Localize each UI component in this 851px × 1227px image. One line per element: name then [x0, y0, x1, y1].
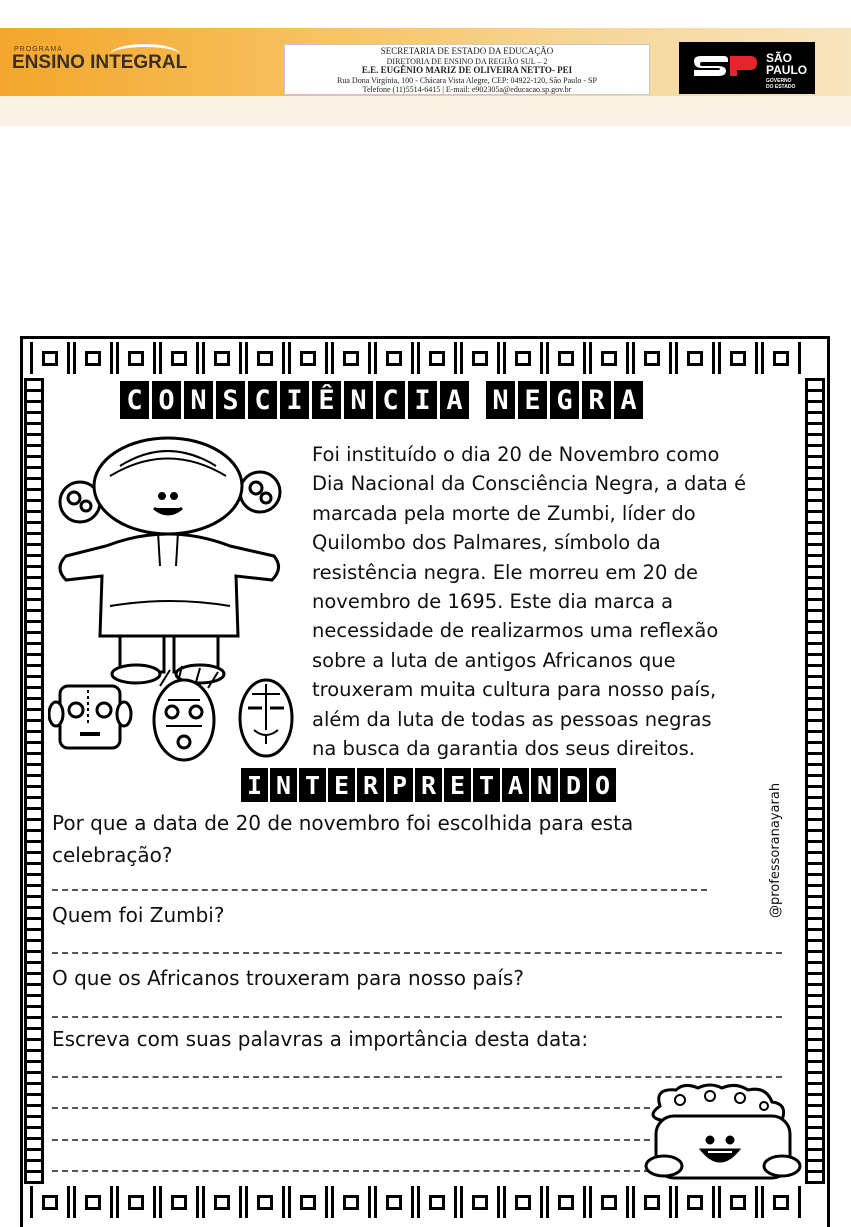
border-cell: [73, 1186, 113, 1218]
border-cell: [245, 342, 285, 374]
section-letter-tile: R: [415, 768, 442, 802]
title-letter-tile: R: [582, 381, 611, 419]
border-cell: [30, 342, 70, 374]
header-banner-shadow: [0, 96, 851, 126]
border-cell: [202, 342, 242, 374]
answer-line-4a[interactable]: [52, 1076, 782, 1078]
title-letter-tile: C: [376, 381, 405, 419]
paragraph-line: resistência negra. Ele morreu em 20 de: [312, 560, 698, 584]
border-cell: [589, 1186, 629, 1218]
paragraph-line: necessidade de realizarmos uma reflexão: [312, 619, 719, 643]
border-cell: [159, 342, 199, 374]
sp-name: [766, 52, 807, 76]
answer-line-2[interactable]: [52, 952, 782, 954]
border-cell: [202, 1186, 242, 1218]
border-cell: [718, 1186, 758, 1218]
title-letter-tile: O: [152, 381, 181, 419]
border-cell: [245, 1186, 285, 1218]
border-square: [85, 351, 101, 366]
border-square: [644, 351, 660, 366]
border-cell: [546, 1186, 586, 1218]
section-letter-tile: I: [241, 768, 268, 802]
title-letter-tile: G: [550, 381, 579, 419]
sp-subtitle: [766, 78, 795, 90]
diretoria-line: DIRETORIA DE ENSINO DA REGIÃO SUL – 2: [386, 56, 548, 66]
border-cell: [417, 1186, 457, 1218]
paragraph-line: além da luta de todas as pessoas negras: [312, 707, 712, 731]
paragraph-line: trouxeram muita cultura para nosso país,: [312, 678, 717, 702]
border-cell: [503, 342, 543, 374]
title-letter-tile: C: [120, 381, 149, 419]
border-square: [171, 351, 187, 366]
answer-line-1[interactable]: [52, 889, 707, 891]
section-letter-tile: P: [386, 768, 413, 802]
border-cell: [460, 342, 500, 374]
border-square: [42, 351, 58, 366]
author-credit: @professoranayarah: [768, 782, 783, 918]
border-square: [558, 351, 574, 366]
border-square: [42, 1195, 58, 1210]
question-1-line-2: celebração?: [52, 843, 173, 867]
border-cell: [288, 342, 328, 374]
program-logo-swoosh: [110, 44, 180, 65]
border-square: [515, 351, 531, 366]
border-square: [343, 1195, 359, 1210]
border-cell: [374, 1186, 414, 1218]
border-square: [601, 351, 617, 366]
paragraph-line: novembro de 1695. Este dia marca a: [312, 590, 674, 614]
border-cell: [632, 342, 672, 374]
address-line: Rua Dona Virgínia, 100 - Chácara Vista Alegre, CEP: 04922-120, São Paulo - SP: [337, 75, 597, 85]
border-cell: [675, 1186, 715, 1218]
border-cell: [73, 342, 113, 374]
border-square: [171, 1195, 187, 1210]
sp-sub-line2: DO ESTADO: [766, 84, 796, 90]
border-square: [773, 1195, 789, 1210]
section-letter-tile: O: [589, 768, 616, 802]
border-square: [773, 351, 789, 366]
border-square: [730, 1195, 746, 1210]
border-square: [214, 1195, 230, 1210]
border-cell: [546, 342, 586, 374]
title-letter-tile: N: [486, 381, 515, 419]
top-border-strip: [30, 342, 801, 374]
border-cell: [761, 342, 801, 374]
answer-line-4c[interactable]: [52, 1139, 650, 1141]
school-info-box: [284, 44, 650, 95]
section-letter-tile: A: [502, 768, 529, 802]
sp-name-line1: SÃO: [766, 51, 793, 65]
border-square: [601, 1195, 617, 1210]
border-cell: [374, 342, 414, 374]
border-square: [730, 351, 746, 366]
border-square: [85, 1195, 101, 1210]
border-square: [128, 351, 144, 366]
question-2: Quem foi Zumbi?: [52, 903, 225, 927]
girl-illustration: [50, 436, 290, 686]
border-square: [386, 351, 402, 366]
border-cell: [116, 1186, 156, 1218]
answer-line-4d[interactable]: [52, 1170, 650, 1172]
right-border-strip: [805, 378, 825, 1184]
section-letter-tile: T: [299, 768, 326, 802]
border-cell: [503, 1186, 543, 1218]
title-word-gap: [472, 381, 486, 419]
african-masks-illustration: [48, 664, 300, 764]
border-cell: [761, 1186, 801, 1218]
border-cell: [460, 1186, 500, 1218]
border-cell: [30, 1186, 70, 1218]
question-4: Escreva com suas palavras a importância desta data:: [52, 1027, 589, 1051]
worksheet-title: [120, 381, 646, 419]
sp-logo-mark: [692, 55, 758, 77]
section-letter-tile: E: [444, 768, 471, 802]
border-square: [429, 1195, 445, 1210]
border-square: [472, 351, 488, 366]
paragraph-line: Foi instituído o dia 20 de Novembro como: [312, 443, 720, 466]
contact-line: Telefone (11)5514-6415 | E-mail: e902305a@educacao.sp.gov.br: [362, 85, 572, 94]
answer-line-3[interactable]: [52, 1016, 782, 1018]
title-letter-tile: Ê: [312, 381, 341, 419]
title-letter-tile: C: [248, 381, 277, 419]
border-square: [386, 1195, 402, 1210]
border-square: [300, 351, 316, 366]
left-border-strip: [24, 378, 44, 1184]
section-letter-tile: N: [531, 768, 558, 802]
title-letter-tile: N: [184, 381, 213, 419]
title-letter-tile: N: [344, 381, 373, 419]
border-square: [558, 1195, 574, 1210]
border-cell: [159, 1186, 199, 1218]
border-square: [128, 1195, 144, 1210]
section-letter-tile: E: [328, 768, 355, 802]
border-square: [257, 351, 273, 366]
border-cell: [331, 342, 371, 374]
program-small-label: PROGRAMA: [14, 46, 63, 53]
border-square: [472, 1195, 488, 1210]
border-square: [300, 1195, 316, 1210]
border-cell: [632, 1186, 672, 1218]
border-cell: [331, 1186, 371, 1218]
title-letter-tile: I: [280, 381, 309, 419]
paragraph-line: na busca da garantia dos seus direitos.: [312, 737, 695, 761]
border-square: [515, 1195, 531, 1210]
border-square: [429, 351, 445, 366]
secretaria-line: SECRETARIA DE ESTADO DA EDUCAÇÃO: [380, 46, 554, 56]
program-logo-text: ENSINO INTEGRAL: [12, 52, 188, 73]
border-square: [214, 351, 230, 366]
paragraph-line: Quilombo dos Palmares, símbolo da: [312, 531, 661, 555]
question-3: O que os Africanos trouxeram para nosso país?: [52, 966, 524, 990]
paragraph-line: sobre a luta de antigos Africanos que: [312, 648, 676, 672]
title-letter-tile: A: [440, 381, 469, 419]
border-cell: [417, 342, 457, 374]
border-cell: [718, 342, 758, 374]
section-letter-tile: T: [473, 768, 500, 802]
border-cell: [589, 342, 629, 374]
title-letter-tile: E: [518, 381, 547, 419]
sp-name-line2: PAULO: [766, 63, 808, 77]
border-square: [687, 351, 703, 366]
paragraph-line: Dia Nacional da Consciência Negra, a data é: [312, 472, 747, 496]
school-name-line: E.E. EUGÊNIO MARIZ DE OLIVEIRA NETTO- PEI: [361, 65, 573, 75]
section-title-interpretando: [241, 768, 618, 802]
title-letter-tile: A: [614, 381, 643, 419]
paragraph-line: marcada pela morte de Zumbi, líder do: [312, 501, 696, 525]
section-letter-tile: D: [560, 768, 587, 802]
border-cell: [288, 1186, 328, 1218]
bottom-border-strip: [30, 1186, 801, 1218]
question-1-line-1: Por que a data de 20 de novembro foi escolhida para esta: [52, 811, 634, 835]
border-square: [343, 351, 359, 366]
intro-paragraph: [312, 440, 798, 763]
sp-sub-line1: GOVERNO: [766, 78, 792, 84]
border-cell: [116, 342, 156, 374]
section-letter-tile: N: [270, 768, 297, 802]
border-square: [644, 1195, 660, 1210]
border-square: [687, 1195, 703, 1210]
title-letter-tile: I: [408, 381, 437, 419]
smiling-character-illustration: [640, 1082, 802, 1182]
title-letter-tile: S: [216, 381, 245, 419]
section-letter-tile: R: [357, 768, 384, 802]
border-cell: [675, 342, 715, 374]
border-square: [257, 1195, 273, 1210]
answer-line-4b[interactable]: [52, 1107, 650, 1109]
